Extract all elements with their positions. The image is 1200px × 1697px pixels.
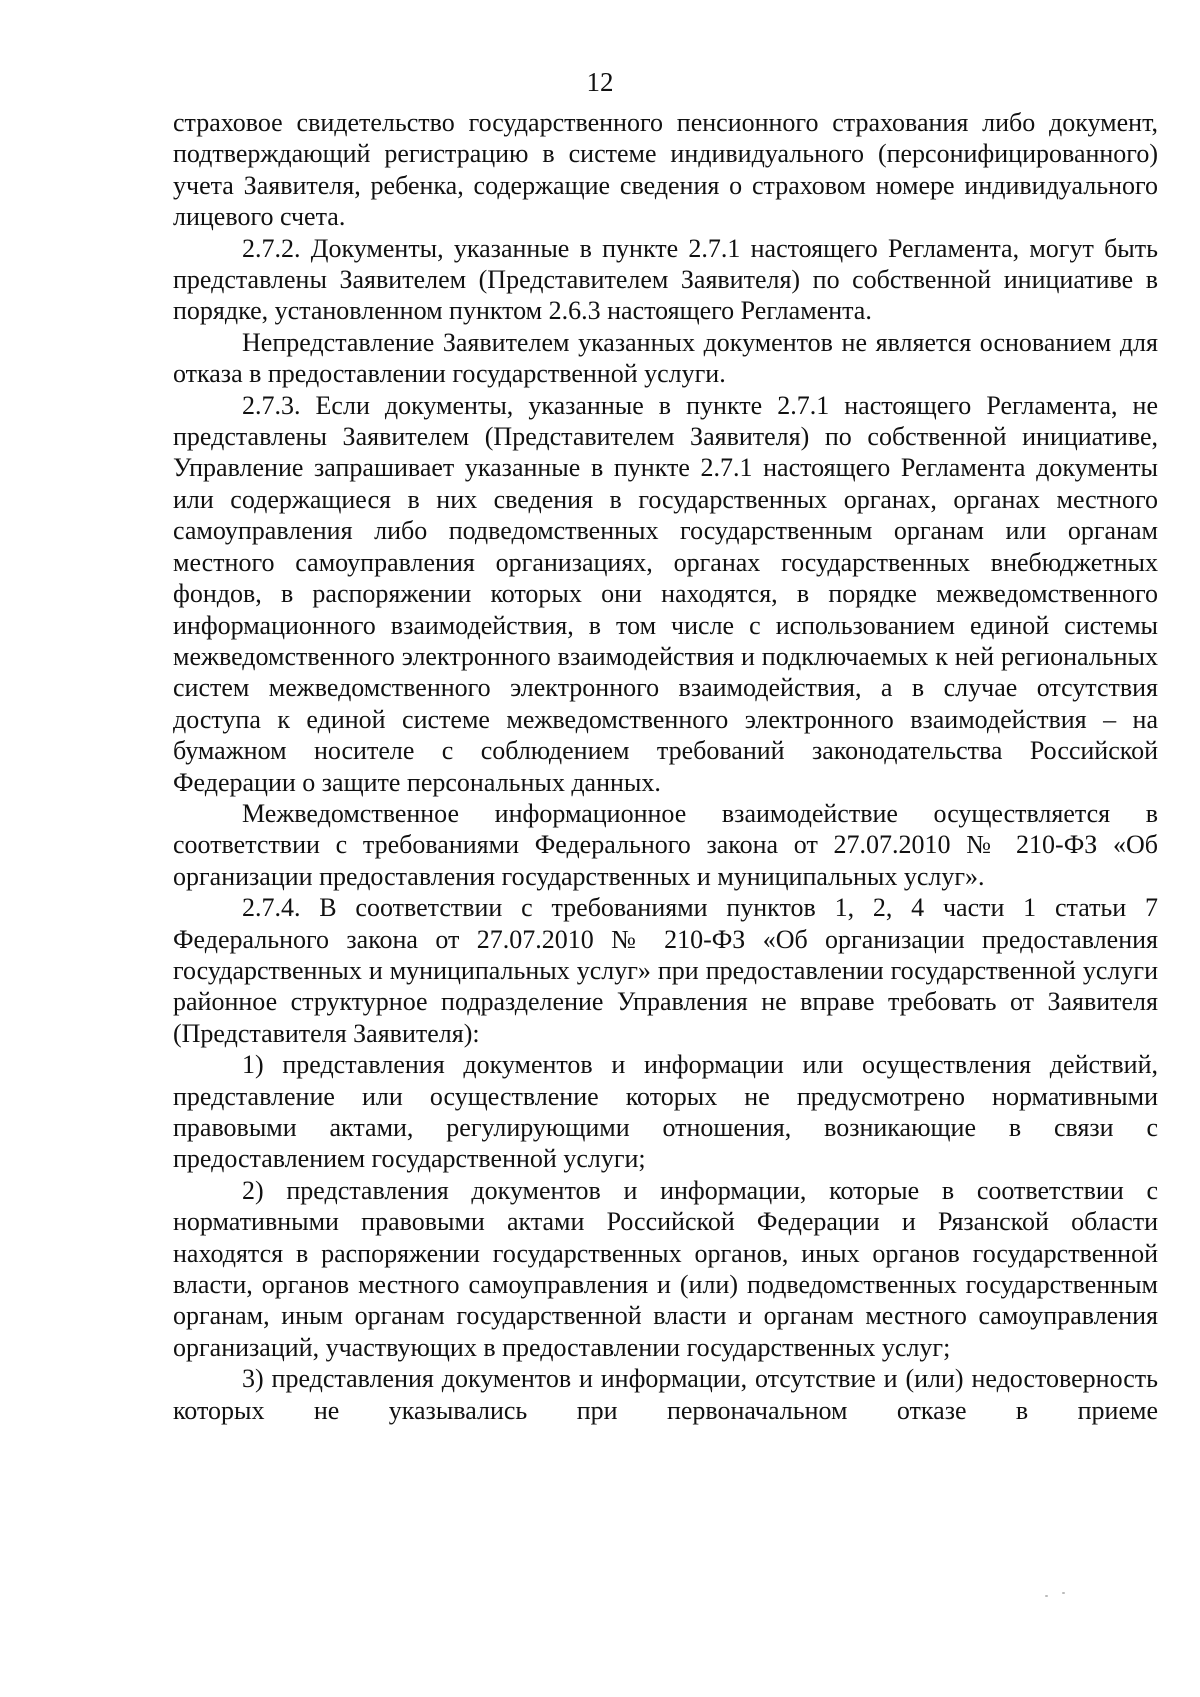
scan-speck [1045,1595,1048,1597]
list-item-1: 1) представления документов и информации или осуществления действий, представление или осуществление которых не предусмотрено нормативными правовыми актами, регулирующими отношения, возникающие в связи с предоставлением государственной услуги; [173,1050,1158,1174]
paragraph-non-submission: Непредставление Заявителем указанных документов не является основанием для отказа в предоставлении государственной услуги. [173,327,1158,389]
paragraph-2-7-3: 2.7.3. Если документы, указанные в пункте 2.7.1 настоящего Регламента, не представлены Заявителем (Представителем Заявителя) по собственной инициативе, Управление запрашивает указанные в пункте 2.7.1 настоящего Регламента документы или содержащиеся в них сведения в государственных органах, органах местного самоуправления либо подведомственных государственным органам или органам местного самоуправления организациях, органах государственных внебюджетных фондов, в распоряжении которых они находятся, в порядке межведомственного информационного взаимодействия, в том числе с использованием единой системы межведомственного электронного взаимодействия и подключаемых к ней региональных систем межведомственного электронного взаимодействия, а в случае отсутствия доступа к единой системе межведомственного электронного взаимодействия – на бумажном носителе с соблюдением требований законодательства Российской Федерации о защите персональных данных. [173,390,1158,797]
paragraph-interagency-interaction: Межведомственное информационное взаимодействие осуществляется в соответствии с требованиями Федерального закона от 27.07.2010 № 210-ФЗ «Об организации предоставления государственных и муниципальных услуг». [173,798,1158,891]
scan-speck [1062,1592,1065,1594]
document-body [173,107,1158,1426]
list-item-2: 2) представления документов и информации, которые в соответствии с нормативными правовыми актами Российской Федерации и Рязанской области находятся в распоряжении государственных органов, иных органов государственной власти, органов местного самоуправления и (или) подведомственных государственным органам, иным органам государственной власти и органам местного самоуправления организаций, участвующих в предоставлении государственных услуг; [173,1175,1158,1362]
page-number: 12 [586,67,614,97]
paragraph-2-7-2: 2.7.2. Документы, указанные в пункте 2.7.1 настоящего Регламента, могут быть представлены Заявителем (Представителем Заявителя) по собственной инициативе в порядке, установленном пунктом 2.6.3 настоящего Регламента. [173,233,1158,326]
paragraph-insurance-certificate: страховое свидетельство государственного пенсионного страхования либо документ, подтверждающий регистрацию в системе индивидуального (персонифицированного) учета Заявителя, ребенка, содержащие сведения о страховом номере индивидуального лицевого счета. [173,108,1158,232]
paragraph-2-7-4: 2.7.4. В соответствии с требованиями пунктов 1, 2, 4 части 1 статьи 7 Федерального закона от 27.07.2010 № 210-ФЗ «Об организации предоставления государственных и муниципальных услуг» при предоставлении государственной услуги районное структурное подразделение Управления не вправе требовать от Заявителя (Представителя Заявителя): [173,893,1158,1048]
list-item-3: 3) представления документов и информации, отсутствие и (или) недостоверность которых не указывались при первоначальном отказе в приеме [173,1364,1158,1425]
